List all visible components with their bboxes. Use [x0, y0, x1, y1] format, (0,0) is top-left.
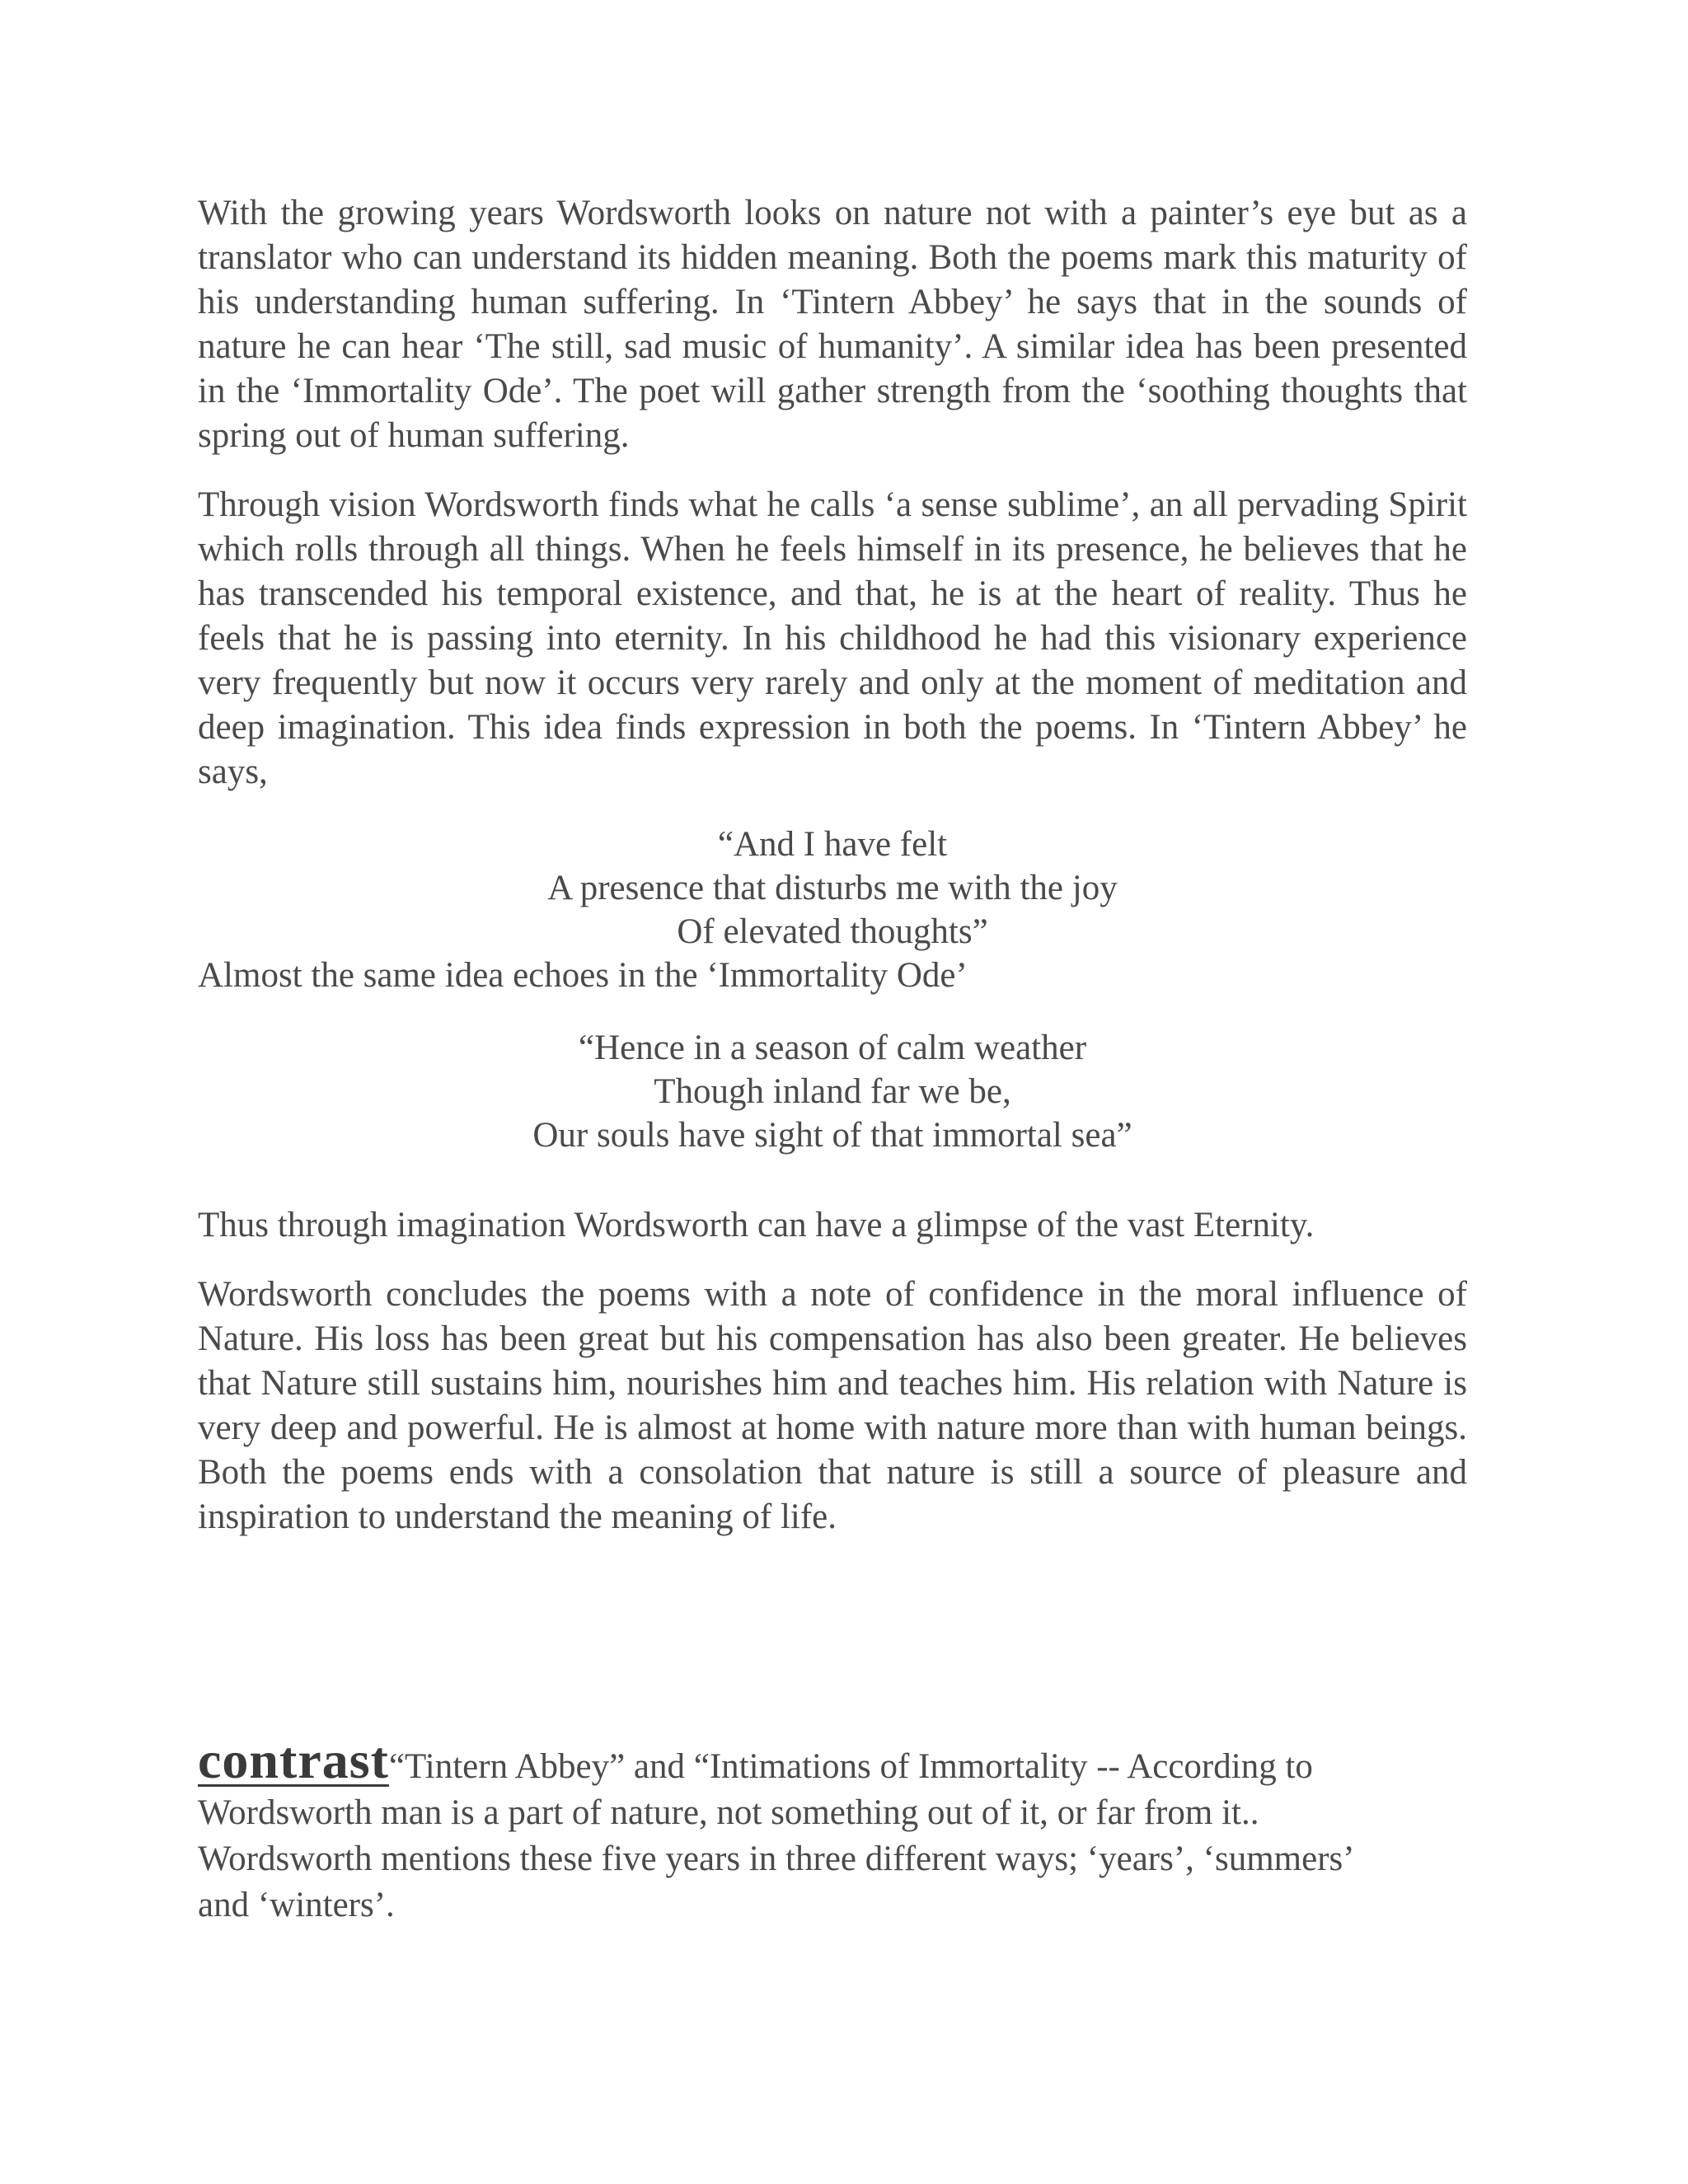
paragraph-eternity: Thus through imagination Wordsworth can have a glimpse of the vast Eternity. — [198, 1206, 1315, 1244]
quote-line: “And I have felt — [717, 825, 948, 864]
paragraph-maturity: With the growing years Wordsworth looks on nature not with a painter’s eye but as a translator who can understand its hidden meaning. Both the poems mark this maturity of his understanding human suffering. In ‘Tintern Abbey’ he says that in the sounds of nature he can hear ‘The still, sad music of humanity’. A similar idea has been presented in the ‘Immortality Ode’. The poet will gather strength from the ‘soothing thoughts that spring out of human suffering. — [198, 194, 1467, 455]
document-page — [198, 191, 1467, 1929]
contrast-line: and ‘winters’. — [198, 1886, 395, 1924]
paragraph-vision: Through vision Wordsworth finds what he calls ‘a sense sublime’, an all pervading Spirit which rolls through all things. When he feels himself in its presence, he believes that he has transcended his temporal existence, and that, he is at the heart of reality. Thus he feels that he is passing into eternity. In his childhood he had this visionary experience very frequently but now it occurs very rarely and only at the moment of meditation and deep imagination. This idea finds expression in both the poems. In ‘Tintern Abbey’ he says, — [198, 485, 1467, 791]
contrast-section — [198, 1731, 1467, 1929]
quote-line: Though inland far we be, — [654, 1072, 1011, 1111]
paragraph-conclusion: Wordsworth concludes the poems with a note of confidence in the moral influence of Nature. His loss has been great but his compensation has also been greater. He believes that Nature still sustains him, nourishes him and teaches him. His relation with Nature is very deep and powerful. He is almost at home with nature more than with human beings. Both the poems ends with a consolation that nature is still a source of pleasure and inspiration to understand the meaning of life. — [198, 1275, 1467, 1536]
quote-line: “Hence in a season of calm weather — [578, 1029, 1087, 1067]
contrast-heading: contrast — [198, 1731, 389, 1789]
contrast-line: Wordsworth man is a part of nature, not something out of it, or far from it.. — [198, 1793, 1259, 1832]
contrast-line: Wordsworth mentions these five years in three different ways; ‘years’, ‘summers’ — [198, 1840, 1355, 1878]
contrast-line: “Tintern Abbey” and “Intimations of Immortality -- According to — [388, 1747, 1313, 1786]
lead-immortality-ode: Almost the same idea echoes in the ‘Immortality Ode’ — [198, 956, 968, 995]
quote-line: Of elevated thoughts” — [677, 912, 988, 951]
quote-line: A presence that disturbs me with the joy — [547, 869, 1118, 907]
quote-line: Our souls have sight of that immortal sea” — [532, 1116, 1132, 1155]
quote-immortality-ode — [198, 1026, 1467, 1157]
quote-tintern-abbey — [198, 823, 1467, 954]
